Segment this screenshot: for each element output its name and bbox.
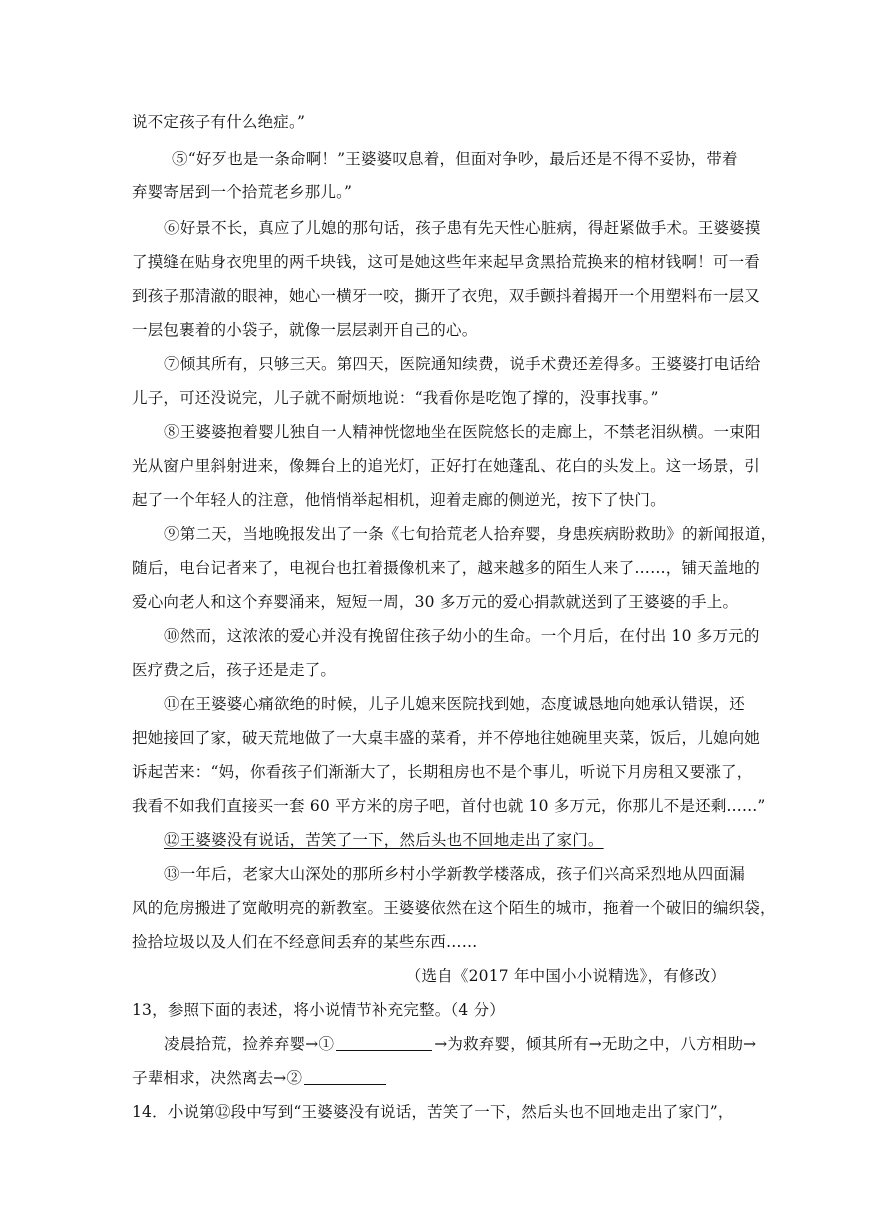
text-line: 诉起苦来：“妈，你看孩子们渐渐大了，长期租房也不是个事儿，听说下月房租又要涨了， bbox=[132, 763, 753, 781]
plot-chain-start: 凌晨拾荒，捡养弃婴→① bbox=[164, 1035, 335, 1053]
text-line: 爱心向老人和这个弃婴涌来，短短一周，30 多万元的爱心捐款就送到了王婆婆的手上。 bbox=[132, 593, 739, 611]
source-citation: （选自《2017 年中国小小说精选》，有修改） bbox=[405, 967, 726, 985]
text-line: 风的危房搬进了宽敞明亮的新教室。王婆婆依然在这个陌生的城市，拖着一个破旧的编织袋， bbox=[132, 899, 776, 917]
text-line: 儿子，可还没说完，儿子就不耐烦地说：“我看你是吃饱了撑的，没事找事。” bbox=[132, 389, 659, 407]
plot-chain-end: 子辈相求，决然离去→② bbox=[132, 1069, 303, 1087]
paragraph-8-line: ⑧王婆婆抱着婴儿独自一人精神恍惚地坐在医院悠长的走廊上，不禁老泪纵横。一束阳 bbox=[164, 423, 761, 441]
text-line: 捡拾垃圾以及人们在不经意间丢弃的某些东西…… bbox=[132, 933, 478, 951]
question-13: 13，参照下面的表述，将小说情节补充完整。（4 分） bbox=[132, 1001, 505, 1019]
plot-chain-line-2 bbox=[132, 1068, 388, 1088]
text-line: 起了一个年轻人的注意，他悄悄举起相机，迎着走廊的侧逆光，按下了快门。 bbox=[132, 491, 666, 509]
answer-blank-2[interactable] bbox=[304, 1070, 386, 1085]
paragraph-10-line: ⑩然而，这浓浓的爱心并没有挽留住孩子幼小的生命。一个月后，在付出 10 多万元的 bbox=[164, 627, 760, 645]
text-line: 随后，电台记者来了，电视台也扛着摄像机来了，越来越多的陌生人来了……，铺天盖地的 bbox=[132, 559, 761, 577]
paragraph-6-line: ⑥好景不长，真应了儿媳的那句话，孩子患有先天性心脏病，得赶紧做手术。王婆婆摸 bbox=[164, 219, 761, 237]
paragraph-5-line: ⑤“好歹也是一条命啊！”王婆婆叹息着，但面对争吵，最后还是不得不妥协，带着 bbox=[172, 150, 738, 168]
answer-blank-1[interactable] bbox=[336, 1036, 432, 1051]
text-line: 光从窗户里斜射进来，像舞台上的追光灯，正好打在她蓬乱、花白的头发上。这一场景，引 bbox=[132, 457, 761, 475]
text-line: 医疗费之后，孩子还是走了。 bbox=[132, 661, 337, 679]
text-line: 到孩子那清澈的眼神，她心一横牙一咬，撕开了衣兜，双手颤抖着揭开一个用塑料布一层又 bbox=[132, 287, 761, 305]
paragraph-13-line: ⑬一年后，老家大山深处的那所乡村小学新教学楼落成，孩子们兴高采烈地从四面漏 bbox=[164, 865, 745, 883]
question-14: 14．小说第⑫段中写到“王婆婆没有说话，苦笑了一下，然后头也不回地走出了家门”， bbox=[132, 1103, 734, 1121]
plot-chain-line-1 bbox=[164, 1034, 756, 1054]
text-line: 一层包裹着的小袋子，就像一层层剥开自己的心。 bbox=[132, 321, 478, 339]
paragraph-11-line: ⑪在王婆婆心痛欲绝的时候，儿子儿媳来医院找到她，态度诚恳地向她承认错误，还 bbox=[164, 695, 745, 713]
paragraph-9-line: ⑨第二天，当地晚报发出了一条《七旬拾荒老人拾弃婴，身患疾病盼救助》的新闻报道， bbox=[164, 525, 777, 543]
text-line: 我看不如我们直接买一套 60 平方米的房子吧，首付也就 10 多万元，你那儿不是还剩......” bbox=[132, 797, 766, 815]
paragraph-12-underlined: ⑫王婆婆没有说话，苦笑了一下，然后头也不回地走出了家门。 bbox=[164, 831, 604, 849]
text-line: 弃婴寄居到一个拾荒老乡那儿。” bbox=[132, 183, 353, 201]
plot-chain-middle: →为救弃婴，倾其所有→无助之中，八方相助→ bbox=[434, 1035, 757, 1053]
text-line: 说不定孩子有什么绝症。” bbox=[132, 113, 306, 131]
paragraph-7-line: ⑦倾其所有，只够三天。第四天，医院通知续费，说手术费还差得多。王婆婆打电话给 bbox=[164, 355, 761, 373]
text-line: 了摸缝在贴身衣兜里的两千块钱，这可是她这些年来起早贪黑拾荒换来的棺材钱啊！可一看 bbox=[132, 253, 761, 271]
text-line: 把她接回了家，破天荒地做了一大桌丰盛的菜肴，并不停地往她碗里夹菜，饭后，儿媳向她 bbox=[132, 729, 761, 747]
